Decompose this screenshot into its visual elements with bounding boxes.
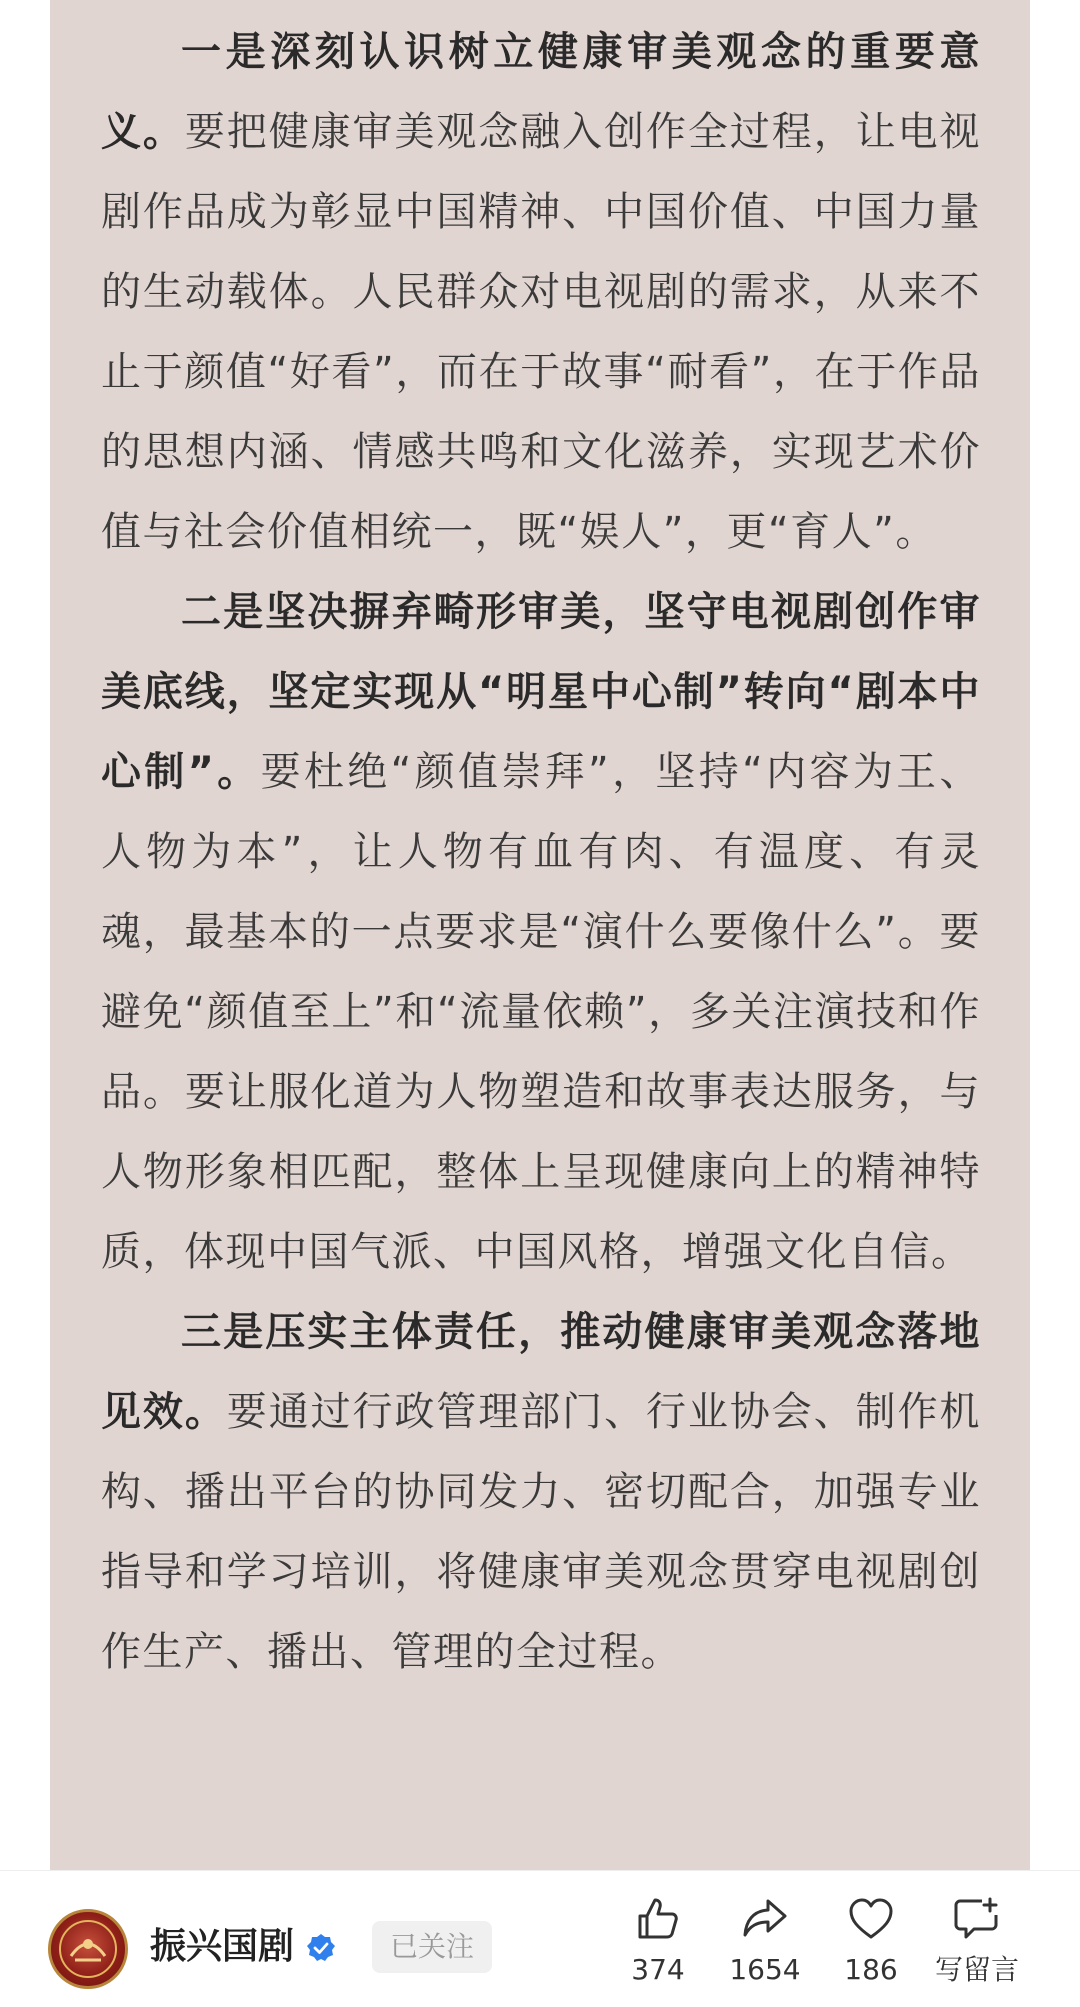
like-button[interactable] — [603, 1895, 713, 1987]
account-avatar[interactable] — [48, 1909, 128, 1989]
paragraph-1 — [101, 12, 981, 572]
paragraph-3-heading: 三是压实主体责任，推动健康审美观念落地见效。 — [101, 1309, 981, 1435]
comment-button[interactable] — [922, 1895, 1032, 1987]
article-text — [101, 12, 981, 1692]
follow-button[interactable]: 已关注 — [372, 1921, 492, 1973]
paragraph-2-body: 要杜绝“颜值崇拜”，坚持“内容为王、人物为本”，让人物有血有肉、有温度、有灵魂，最基本的一点要求是“演什么要像什么”。要避免“颜值至上”和“流量依赖”，多关注演技和作品。要让服化道为人物塑造和故事表达服务，与人物形象相匹配，整体上呈现健康向上的精神特质，体现中国气派、中国风格，增强文化自信。 — [101, 749, 982, 1275]
verified-badge-icon — [306, 1933, 336, 1963]
comment-icon — [952, 1895, 1002, 1943]
paragraph-1-body: 要把健康审美观念融入创作全过程，让电视剧作品成为彰显中国精神、中国价值、中国力量的生动载体。人民群众对电视剧的需求，从来不止于颜值“好看”，而在于故事“耐看”，在于作品的思想内涵、情感共鸣和文化滋养，实现艺术价值与社会价值相统一，既“娱人”，更“育人”。 — [101, 109, 982, 555]
bottom-action-bar — [0, 1870, 1080, 2007]
account-name[interactable]: 振兴国剧 — [150, 1926, 295, 1967]
paragraph-1-heading: 一是深刻认识树立健康审美观念的重要意义。 — [101, 29, 981, 155]
avatar-emblem-icon — [51, 1912, 125, 1986]
paragraph-2-heading: 二是坚决摒弃畸形审美，坚守电视剧创作审美底线，坚定实现从“明星中心制”转向“剧本中心制”。 — [101, 589, 981, 795]
share-count: 1654 — [729, 1953, 801, 1986]
article-content — [50, 0, 1030, 1870]
paragraph-3-body: 要通过行政管理部门、行业协会、制作机构、播出平台的协同发力、密切配合，加强专业指导和学习培训，将健康审美观念贯穿电视剧创作生产、播出、管理的全过程。 — [101, 1389, 982, 1675]
comment-label: 写留言 — [934, 1953, 1019, 1986]
like-count: 374 — [631, 1953, 685, 1986]
share-button[interactable] — [710, 1895, 820, 1987]
favorite-count: 186 — [844, 1953, 898, 1986]
paragraph-3 — [101, 1292, 981, 1692]
paragraph-2 — [101, 572, 981, 1292]
heart-icon — [847, 1895, 895, 1943]
favorite-button[interactable] — [816, 1895, 926, 1987]
share-icon — [741, 1895, 789, 1943]
thumbs-up-icon — [634, 1895, 682, 1943]
